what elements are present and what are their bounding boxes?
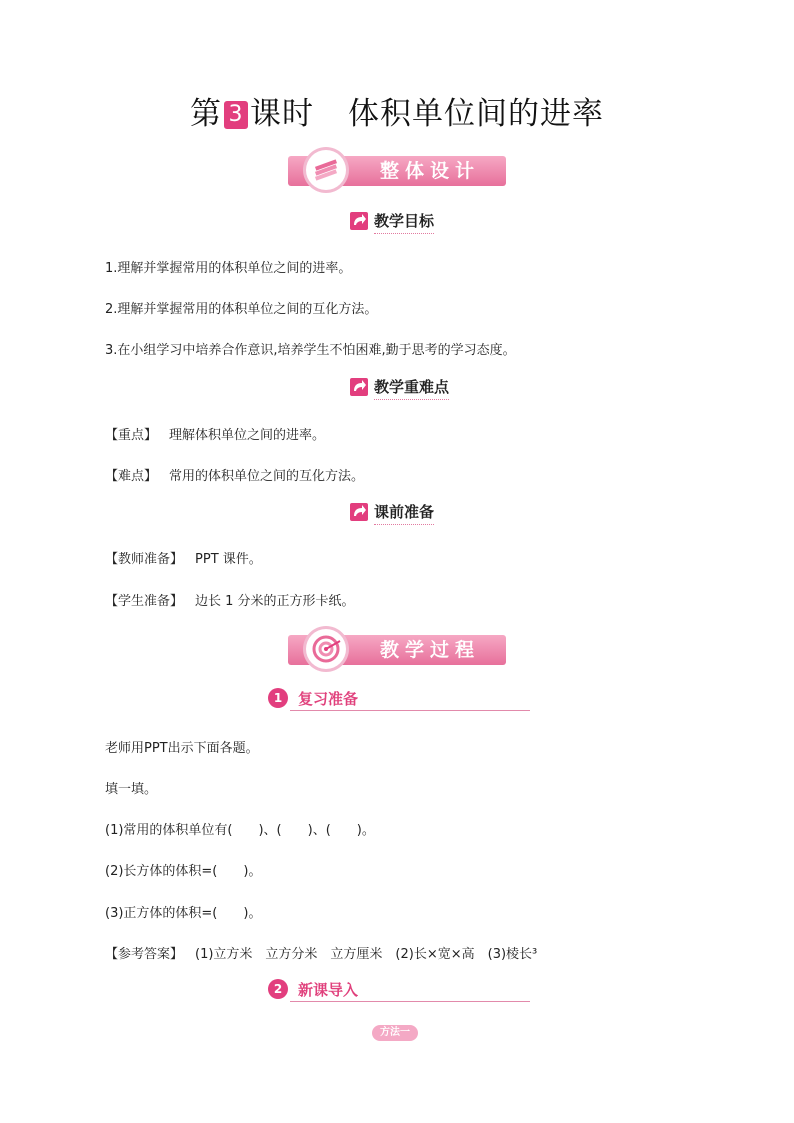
lesson-number-badge: 3 (224, 101, 248, 129)
target-icon (306, 629, 346, 669)
divider (290, 710, 530, 711)
key-point-line (105, 424, 325, 443)
step-label: 复习准备 (298, 690, 359, 708)
method-tag: 方法一 (372, 1025, 418, 1041)
answer-label: 【参考答案】 (105, 947, 184, 962)
teacher-prep-line (105, 548, 262, 567)
section-label: 课前准备 (374, 501, 434, 525)
review-answer (105, 943, 537, 962)
title-topic: 体积单位间的进率 (348, 96, 604, 132)
review-intro: 老师用PPT出示下面各题。 (105, 741, 259, 756)
section-label: 教学重难点 (374, 376, 449, 400)
answer-text: (1)立方米 立方分米 立方厘米 (2)长×宽×高 (3)棱长³ (195, 947, 538, 962)
arrow-icon (350, 503, 368, 521)
student-prep-line (105, 590, 355, 609)
hard-text: 常用的体积单位之间的互化方法。 (169, 469, 365, 484)
student-text: 边长 1 分米的正方形卡纸。 (195, 594, 355, 609)
banner-teaching-process (288, 635, 506, 665)
review-question-3: (3)正方体的体积=( )。 (105, 906, 262, 921)
step-number-badge: 1 (268, 688, 288, 708)
goal-item: 2.理解并掌握常用的体积单位之间的互化方法。 (105, 302, 378, 317)
review-question-1: (1)常用的体积单位有( )、( )、( )。 (105, 823, 375, 838)
banner-label: 教学过程 (379, 639, 480, 661)
goal-item: 1.理解并掌握常用的体积单位之间的进率。 (105, 261, 352, 276)
key-label: 【重点】 (105, 428, 158, 443)
book-icon (306, 150, 346, 190)
goal-item: 3.在小组学习中培养合作意识,培养学生不怕困难,勤于思考的学习态度。 (105, 343, 516, 358)
review-task: 填一填。 (105, 782, 158, 797)
arrow-icon (350, 212, 368, 230)
teacher-label: 【教师准备】 (105, 552, 184, 567)
hard-label: 【难点】 (105, 469, 158, 484)
section-label: 教学目标 (374, 210, 434, 234)
banner-overall-design (288, 156, 506, 186)
step-new-lesson (268, 979, 530, 1003)
title-prefix: 第 (190, 96, 222, 132)
page-title (0, 88, 794, 133)
teacher-text: PPT 课件。 (195, 552, 262, 567)
step-label: 新课导入 (298, 981, 359, 999)
step-review (268, 688, 530, 712)
arrow-icon (350, 378, 368, 396)
divider (290, 1001, 530, 1002)
title-suffix: 课时 (250, 96, 314, 132)
student-label: 【学生准备】 (105, 594, 184, 609)
step-number-badge: 2 (268, 979, 288, 999)
key-text: 理解体积单位之间的进率。 (169, 428, 326, 443)
banner-label: 整体设计 (379, 160, 480, 182)
hard-point-line (105, 465, 364, 484)
review-question-2: (2)长方体的体积=( )。 (105, 864, 262, 879)
